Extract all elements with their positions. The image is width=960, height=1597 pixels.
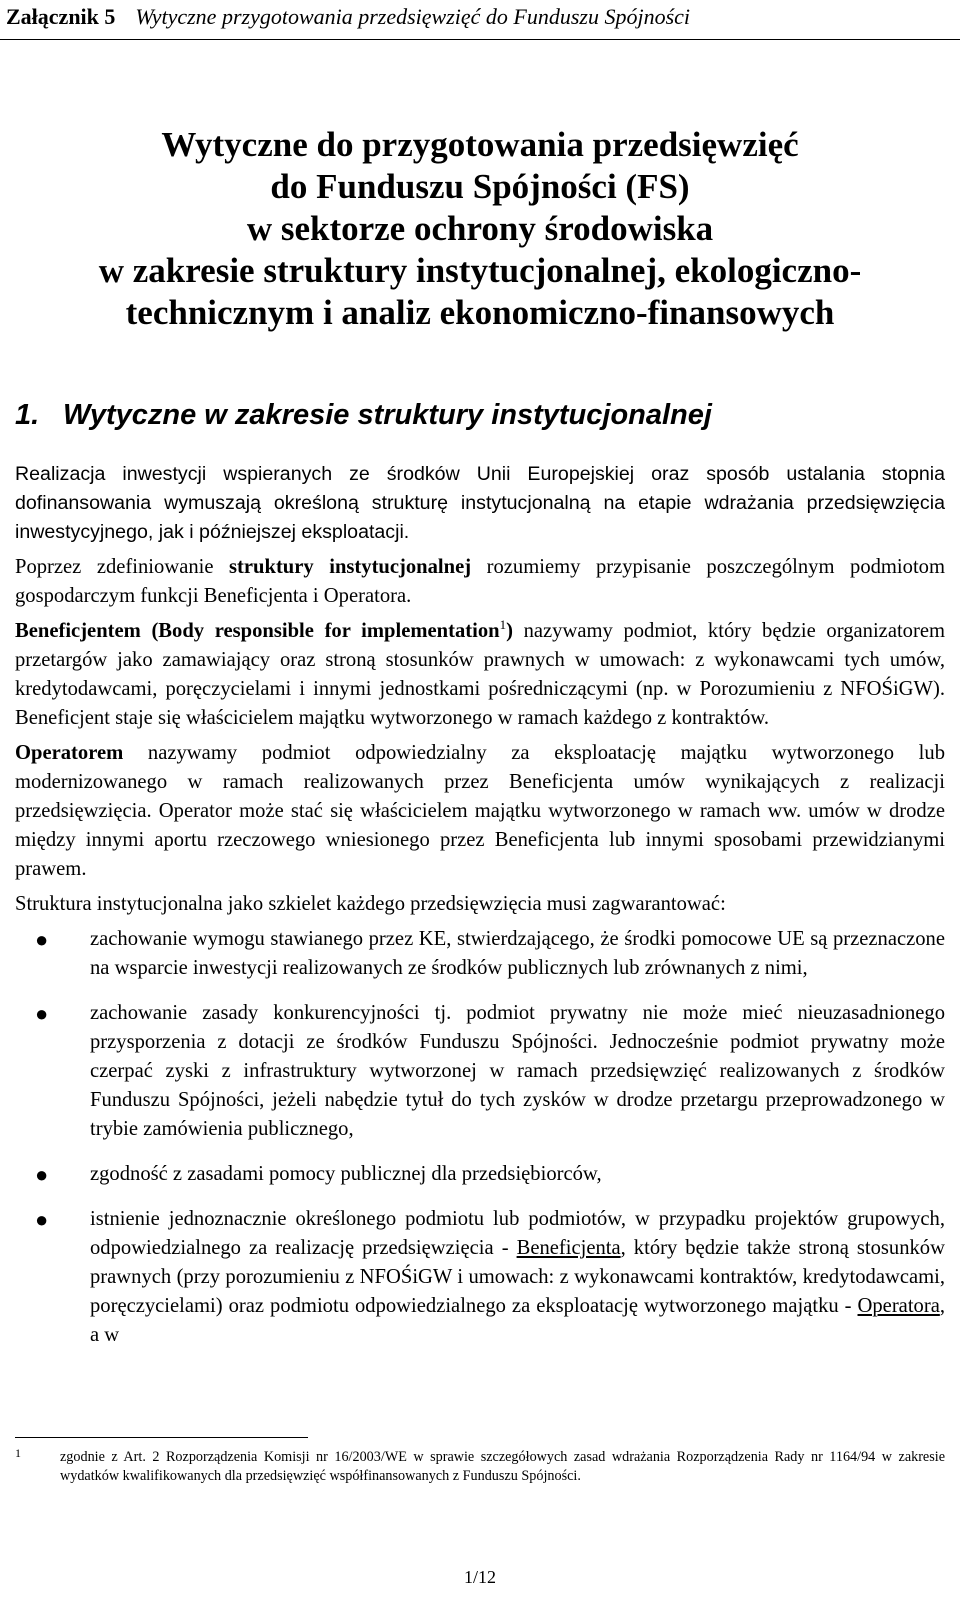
list-item <box>15 1160 945 1189</box>
text-span: nazywamy podmiot, który będzie organizatorem przetargów jako zamawiający oraz stroną stosunków prawnych w umowach: z wykonawcami tych umów, kredytodawcami, poręczycielami i innymi jednostkami pośredniczącymi (np. w Porozumieniu z NFOŚiGW). Beneficjent staje się właścicielem majątku wytworzonego w ramach każdego z kontraktów. <box>15 620 945 729</box>
title-line: technicznym i analiz ekonomiczno-finansowych <box>125 293 835 332</box>
list-item <box>15 925 945 983</box>
bullet-icon: ● <box>35 1001 49 1026</box>
header-title: Wytyczne przygotowania przedsięwzięć do Funduszu Spójności <box>135 4 691 29</box>
paragraph-beneficjent <box>15 617 945 733</box>
list-item <box>15 999 945 1144</box>
section-title: Wytyczne w zakresie struktury instytucjonalnej <box>63 399 712 431</box>
bold-term: Operatorem <box>15 742 124 764</box>
footnote-number: 1 <box>15 1446 21 1460</box>
annex-label: Załącznik 5 <box>6 4 116 29</box>
title-line: Wytyczne do przygotowania przedsięwzięć <box>161 125 799 164</box>
paragraph-intro: Realizacja inwestycji wspieranych ze środków Unii Europejskiej oraz sposób ustalania stopnia dofinansowania wymuszają określoną strukturę instytucjonalną na etapie wdrażania przedsięwzięcia inwestycyjnego, jak i późniejszej eksploatacji. <box>15 463 945 543</box>
bullet-icon: ● <box>35 927 49 952</box>
list-item-text: zachowanie zasady konkurencyjności tj. podmiot prywatny nie może mieć nieuzasadnionego przysporzenia z dotacji ze środków Funduszu Spójności. Jednocześnie podmiot prywatny może czerpać zyski z infrastruktury wytworzonej w ramach przedsięwzięć realizowanych z środków Funduszu Spójności, jeżeli nabędzie tytuł do tych zysków w drodze przetargu przeprowadzonego w trybie zamówienia publicznego, <box>90 1002 945 1140</box>
page-number: 1/12 <box>463 1567 496 1587</box>
list-item-text: istnienie jednoznacznie określonego podmiotu lub podmiotów, w przypadku projektów grupowych, odpowiedzialnego za realizację przedsięwzięcia - <box>90 1208 945 1259</box>
title-line: do Funduszu Spójności (FS) <box>270 167 690 206</box>
footnote-separator <box>15 1437 308 1438</box>
list-item-text: , a w <box>90 1295 945 1346</box>
footnote-ref[interactable]: 1 <box>499 617 507 633</box>
footnote-text: zgodnie z Art. 2 Rozporządzenia Komisji nr 16/2003/WE w sprawie szczegółowych zasad wdrażania Rozporządzenia Rady nr 1164/94 w zakresie wydatków kwalifikowanych dla przedsięwzięć współfinansowanych z Funduszu Spójności. <box>60 1449 945 1484</box>
text-span: nazywamy podmiot odpowiedzialny za eksploatację majątku wytworzonego lub modernizowanego w ramach realizowanych przez Beneficjenta umów wynikających z realizacji przedsięwzięcia. Operator może stać się właścicielem majątku wytworzonego w ramach ww. umów w drodze między innymi aportu rzeczowego wniesionego przez Beneficjenta lub innymi sposobami przewidzianymi prawem. <box>15 742 945 880</box>
underlined-term: Beneficjenta <box>516 1237 621 1259</box>
running-header <box>0 0 960 40</box>
text-span: Poprzez zdefiniowanie <box>15 556 230 578</box>
paragraph-list-intro: Struktura instytucjonalna jako szkielet każdego przedsięwzięcia musi zagwarantować: <box>15 893 726 915</box>
bold-term: ) <box>506 620 513 642</box>
underlined-term: Operatora <box>857 1295 940 1317</box>
list-item-text: zachowanie wymogu stawianego przez KE, stwierdzającego, że środki pomocowe UE są przeznaczone na wsparcie inwestycji realizowanych ze środków publicznych lub zrównanych z nimi, <box>90 928 945 979</box>
section-heading <box>15 398 945 432</box>
bold-term: struktury instytucjonalnej <box>229 556 472 578</box>
list-item-text: , który będzie także stroną stosunków prawnych (przy porozumieniu z NFOŚiGW i umowach: z wykonawcami kontraktów, kredytodawcami, poręczycielami) oraz podmiotu odpowiedzialnego za eksploatację wytworzonego majątku - <box>90 1237 945 1317</box>
footnote <box>15 1448 945 1486</box>
bullet-icon: ● <box>35 1207 49 1232</box>
bullet-icon: ● <box>35 1162 49 1187</box>
list-item <box>15 1205 945 1350</box>
paragraph-definition <box>15 553 945 611</box>
paragraph-operator <box>15 739 945 884</box>
requirements-list <box>15 925 945 1350</box>
section-number: 1. <box>15 399 40 431</box>
list-item-text: zgodność z zasadami pomocy publicznej dla przedsiębiorców, <box>90 1163 602 1185</box>
body-text <box>15 460 945 1366</box>
bold-term: Beneficjentem (Body responsible for implementation <box>15 620 500 642</box>
title-line: w sektorze ochrony środowiska <box>246 209 714 248</box>
document-title <box>0 124 960 334</box>
title-line: w zakresie struktury instytucjonalnej, ekologiczno- <box>98 251 862 290</box>
text-span: rozumiemy przypisanie poszczególnym podmiotom gospodarczym funkcji Beneficjenta i Operatora. <box>15 556 945 607</box>
